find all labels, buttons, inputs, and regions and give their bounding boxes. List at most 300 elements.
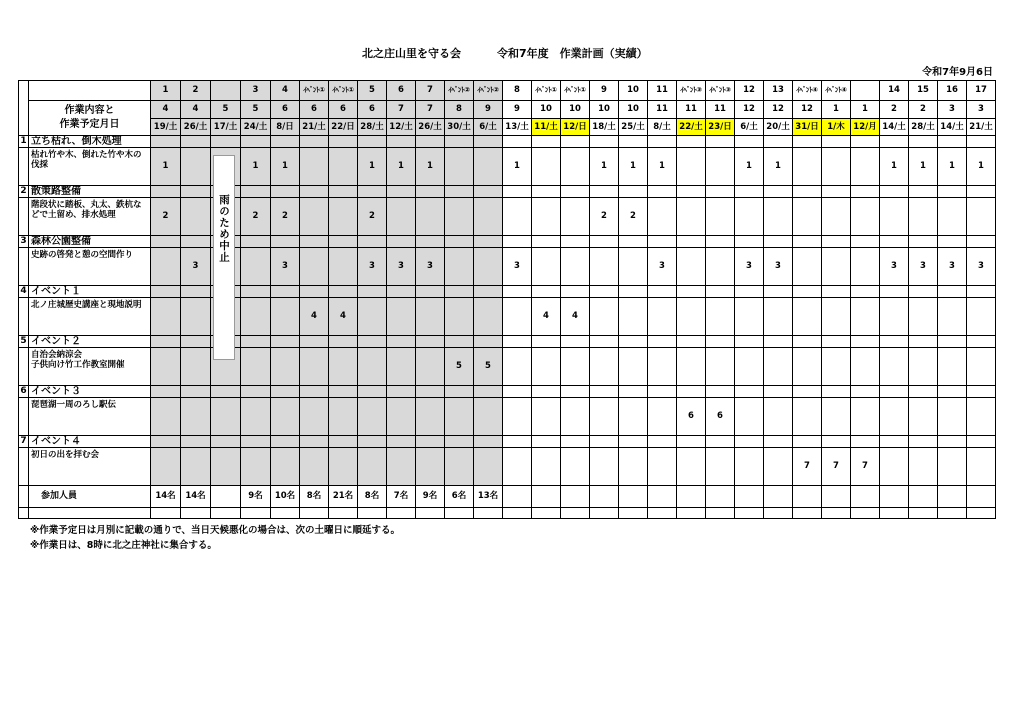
table-cell [241,286,271,298]
table-cell [648,186,677,198]
section-detail-line: 琵琶湖一周のろし駅伝 [31,400,117,410]
document-date: 令和7年9月6日 [922,67,993,78]
table-cell [300,236,329,248]
task-value-cell [706,348,735,386]
task-value-cell [764,348,793,386]
table-cell [764,236,793,248]
month-cell: 6 [329,101,358,119]
table-cell [764,186,793,198]
table-cell [561,386,590,398]
table-cell [764,508,793,519]
task-value-cell [735,398,764,436]
task-value-cell [181,448,211,486]
table-cell [822,186,851,198]
date-cell: 21/土 [300,119,329,136]
table-cell [358,336,387,348]
task-value-cell [735,348,764,386]
task-value-cell: 2 [358,198,387,236]
task-value-cell: 1 [735,148,764,186]
work-number-cell: 6 [387,81,416,101]
participant-count-cell: 9名 [241,486,271,508]
table-cell [735,508,764,519]
schedule-table [18,80,996,519]
table-cell [387,336,416,348]
work-number-cell: ｲﾍﾞﾝﾄ② [445,81,474,101]
task-value-cell [503,298,532,336]
task-value-cell [387,298,416,336]
task-value-cell: 1 [416,148,445,186]
table-cell [329,336,358,348]
table-cell [151,386,181,398]
work-number-cell: ｲﾍﾞﾝﾄ④ [793,81,822,101]
task-value-cell [822,398,851,436]
table-cell [445,236,474,248]
month-cell: 10 [619,101,648,119]
participant-count-cell: 8名 [358,486,387,508]
table-cell [677,336,706,348]
date-cell: 22/土 [677,119,706,136]
task-value-cell [909,448,938,486]
section-title: イベント３ [29,386,151,398]
task-value-cell: 3 [967,248,996,286]
task-value-cell: 3 [648,248,677,286]
task-value-cell [880,198,909,236]
section-detail-line: 自治会納涼会 [31,350,83,360]
table-cell [677,508,706,519]
task-value-cell: 4 [329,298,358,336]
task-value-cell [445,398,474,436]
task-value-cell [300,248,329,286]
task-value-cell [880,448,909,486]
task-value-cell: 3 [764,248,793,286]
table-cell [967,386,996,398]
task-value-cell: 7 [851,448,880,486]
table-cell [735,386,764,398]
task-value-cell [474,398,503,436]
task-value-cell [851,148,880,186]
task-value-cell [706,448,735,486]
table-cell [445,186,474,198]
task-value-cell [445,198,474,236]
date-cell: 6/土 [474,119,503,136]
work-number-cell: ｲﾍﾞﾝﾄ③ [677,81,706,101]
table-cell [735,186,764,198]
task-value-cell [329,448,358,486]
task-value-cell [329,148,358,186]
table-cell [793,386,822,398]
table-cell [241,508,271,519]
section-detail-line: 伐採 [31,160,49,170]
section-number: 6 [20,386,27,396]
table-cell [241,186,271,198]
table-cell [561,186,590,198]
task-value-cell [474,148,503,186]
date-cell: 12/日 [561,119,590,136]
table-cell [358,136,387,148]
work-number-cell: 15 [909,81,938,101]
month-cell: 10 [590,101,619,119]
table-cell [619,508,648,519]
month-cell: 5 [211,101,241,119]
table-cell [271,186,300,198]
task-value-cell [474,448,503,486]
table-cell [19,198,29,236]
section-detail [29,398,151,436]
participant-count-cell [211,486,241,508]
task-value-cell [561,398,590,436]
table-cell [909,236,938,248]
task-value-cell: 7 [822,448,851,486]
table-cell [300,386,329,398]
table-cell [474,336,503,348]
table-row [19,436,996,448]
task-value-cell [532,398,561,436]
table-cell [677,136,706,148]
task-value-cell: 1 [764,148,793,186]
table-cell [445,386,474,398]
task-value-cell [358,448,387,486]
table-cell [619,236,648,248]
date-cell: 18/土 [590,119,619,136]
table-cell [735,236,764,248]
table-cell [181,286,211,298]
table-cell [822,286,851,298]
section-detail-line: どで土留め、排水処理 [31,210,116,220]
task-value-cell [387,198,416,236]
task-value-cell: 5 [474,348,503,386]
table-row [19,101,996,119]
table-cell [561,336,590,348]
task-value-cell [151,398,181,436]
table-cell [211,386,241,398]
task-value-cell [151,248,181,286]
task-value-cell: 1 [909,148,938,186]
table-cell [445,286,474,298]
date-cell: 26/土 [181,119,211,136]
task-value-cell [416,198,445,236]
table-cell [271,286,300,298]
table-cell [822,508,851,519]
table-cell [474,386,503,398]
table-cell [416,508,445,519]
work-number-cell: 3 [241,81,271,101]
table-cell [967,436,996,448]
task-value-cell [590,348,619,386]
table-cell [241,236,271,248]
table-cell [590,186,619,198]
work-number-cell: 12 [735,81,764,101]
participant-count-cell [677,486,706,508]
table-cell [19,448,29,486]
table-cell [387,436,416,448]
section-number: 2 [20,186,27,196]
table-cell [503,286,532,298]
month-cell: 11 [677,101,706,119]
month-cell: 2 [909,101,938,119]
table-cell [271,236,300,248]
participant-count-cell [561,486,590,508]
work-desc-header-line: 作業予定月日 [59,119,120,130]
table-cell [793,286,822,298]
table-cell [880,336,909,348]
table-cell [706,336,735,348]
date-cell: 30/土 [445,119,474,136]
table-cell [822,436,851,448]
table-cell [19,486,29,508]
section-number: 7 [20,436,27,446]
task-value-cell: 2 [151,198,181,236]
table-cell [181,186,211,198]
month-cell: 6 [271,101,300,119]
table-cell [445,436,474,448]
table-cell [561,136,590,148]
participant-count-cell: 14名 [151,486,181,508]
task-value-cell [909,298,938,336]
section-title: 散策路整備 [29,186,151,198]
task-value-cell [271,298,300,336]
table-cell [706,286,735,298]
date-cell: 8/日 [271,119,300,136]
task-value-cell [151,298,181,336]
task-value-cell [880,298,909,336]
table-cell [880,436,909,448]
table-cell [181,336,211,348]
work-number-cell: 17 [967,81,996,101]
task-value-cell [416,448,445,486]
table-cell [387,136,416,148]
table-cell [211,136,241,148]
work-number-cell: 5 [358,81,387,101]
table-cell [271,436,300,448]
work-number-cell: 8 [503,81,532,101]
date-cell: 1/木 [822,119,851,136]
section-detail-line: 史跡の啓発と憩の空間作り [31,250,134,260]
task-value-cell: 2 [241,198,271,236]
table-cell [706,236,735,248]
task-value-cell [735,198,764,236]
task-value-cell [503,448,532,486]
work-number-cell: ｲﾍﾞﾝﾄ① [561,81,590,101]
month-cell: 7 [416,101,445,119]
work-desc-header-line: 作業内容と [64,105,115,116]
table-cell [938,136,967,148]
task-value-cell [181,198,211,236]
table-cell [503,186,532,198]
section-detail [29,448,151,486]
task-value-cell [909,398,938,436]
task-value-cell: 3 [387,248,416,286]
table-cell [648,236,677,248]
table-cell [880,236,909,248]
table-cell [677,386,706,398]
table-cell [474,436,503,448]
task-value-cell: 2 [590,198,619,236]
task-value-cell [561,248,590,286]
table-cell [358,186,387,198]
table-cell [590,136,619,148]
table-cell [19,348,29,386]
table-cell [29,508,151,519]
task-value-cell [590,298,619,336]
table-cell [648,386,677,398]
task-value-cell [677,348,706,386]
table-cell [851,136,880,148]
task-value-cell [241,448,271,486]
section-title: イベント１ [29,286,151,298]
table-cell [793,186,822,198]
task-value-cell: 3 [358,248,387,286]
month-cell: 10 [532,101,561,119]
task-value-cell: 1 [358,148,387,186]
participant-count-cell: 14名 [181,486,211,508]
task-value-cell [677,198,706,236]
section-detail [29,298,151,336]
task-value-cell [181,398,211,436]
table-cell [532,336,561,348]
table-cell [793,336,822,348]
task-value-cell [938,448,967,486]
task-value-cell [648,298,677,336]
month-cell: 12 [793,101,822,119]
table-cell [151,508,181,519]
task-value-cell: 3 [503,248,532,286]
task-value-cell: 6 [706,398,735,436]
task-value-cell [706,298,735,336]
table-cell [19,148,29,186]
task-value-cell [358,348,387,386]
date-cell: 19/土 [151,119,181,136]
month-cell: 11 [648,101,677,119]
table-cell [967,336,996,348]
table-row [19,298,996,336]
task-value-cell [181,348,211,386]
section-detail [29,148,151,186]
table-cell [300,436,329,448]
work-number-cell: 9 [590,81,619,101]
table-cell [503,508,532,519]
participant-count-cell [706,486,735,508]
table-cell [532,436,561,448]
task-value-cell [387,398,416,436]
date-cell: 20/土 [764,119,793,136]
table-cell [416,336,445,348]
notes [30,523,400,553]
table-cell [967,236,996,248]
task-value-cell [329,198,358,236]
table-cell [793,136,822,148]
section-title: 森林公園整備 [29,236,151,248]
task-value-cell [793,348,822,386]
table-cell [329,186,358,198]
table-cell [909,336,938,348]
document-title: 令和7年度 作業計画（実績） [497,47,648,60]
task-value-cell: 1 [590,148,619,186]
table-cell [532,186,561,198]
table-cell [793,236,822,248]
task-value-cell [909,348,938,386]
task-value-cell [938,348,967,386]
task-value-cell [967,348,996,386]
table-cell [880,186,909,198]
table-cell [271,136,300,148]
section-number: 3 [20,236,27,246]
table-cell [851,286,880,298]
table-cell [271,336,300,348]
table-cell [938,186,967,198]
table-cell [416,436,445,448]
header-desc-top-cell [29,81,151,101]
table-cell [822,386,851,398]
date-cell: 14/土 [880,119,909,136]
table-cell [387,508,416,519]
table-cell [151,136,181,148]
table-cell [590,336,619,348]
table-cell [561,236,590,248]
table-cell [880,136,909,148]
table-cell [706,508,735,519]
table-cell [387,236,416,248]
task-value-cell [503,198,532,236]
task-value-cell [561,348,590,386]
task-value-cell [358,398,387,436]
table-cell [735,436,764,448]
table-cell [532,386,561,398]
participant-count-cell: 7名 [387,486,416,508]
table-cell [532,236,561,248]
table-cell [532,508,561,519]
table-cell [416,186,445,198]
task-value-cell [416,348,445,386]
month-cell: 10 [561,101,590,119]
work-number-cell: 7 [416,81,445,101]
table-cell [851,436,880,448]
participant-count-cell: 6名 [445,486,474,508]
task-value-cell [619,448,648,486]
table-cell [619,386,648,398]
table-cell [677,236,706,248]
date-cell: 6/土 [735,119,764,136]
participant-count-cell [590,486,619,508]
table-cell [181,508,211,519]
table-cell [329,436,358,448]
participant-count-cell: 13名 [474,486,503,508]
task-value-cell [822,348,851,386]
table-cell [619,336,648,348]
task-value-cell [619,248,648,286]
participant-count-cell: 21名 [329,486,358,508]
task-value-cell [151,348,181,386]
task-value-cell [211,398,241,436]
task-value-cell [532,148,561,186]
table-cell [181,436,211,448]
task-value-cell [677,298,706,336]
section-detail [29,248,151,286]
task-value-cell [648,198,677,236]
work-number-cell: ｲﾍﾞﾝﾄ③ [706,81,735,101]
table-cell [241,386,271,398]
section-number: 1 [20,136,27,146]
table-row [19,248,996,286]
task-value-cell [474,298,503,336]
participant-count-cell: 10名 [271,486,300,508]
note-line: ※作業予定日は月別に記載の通りで、当日天候悪化の場合は、次の土曜日に順延する。 [30,525,401,536]
task-value-cell [822,148,851,186]
table-cell [358,508,387,519]
section-detail-line: 枯れ竹や木、倒れた竹や木の [31,150,142,160]
table-row [19,186,996,198]
rain-cancel-box [213,155,235,360]
task-value-cell [851,398,880,436]
